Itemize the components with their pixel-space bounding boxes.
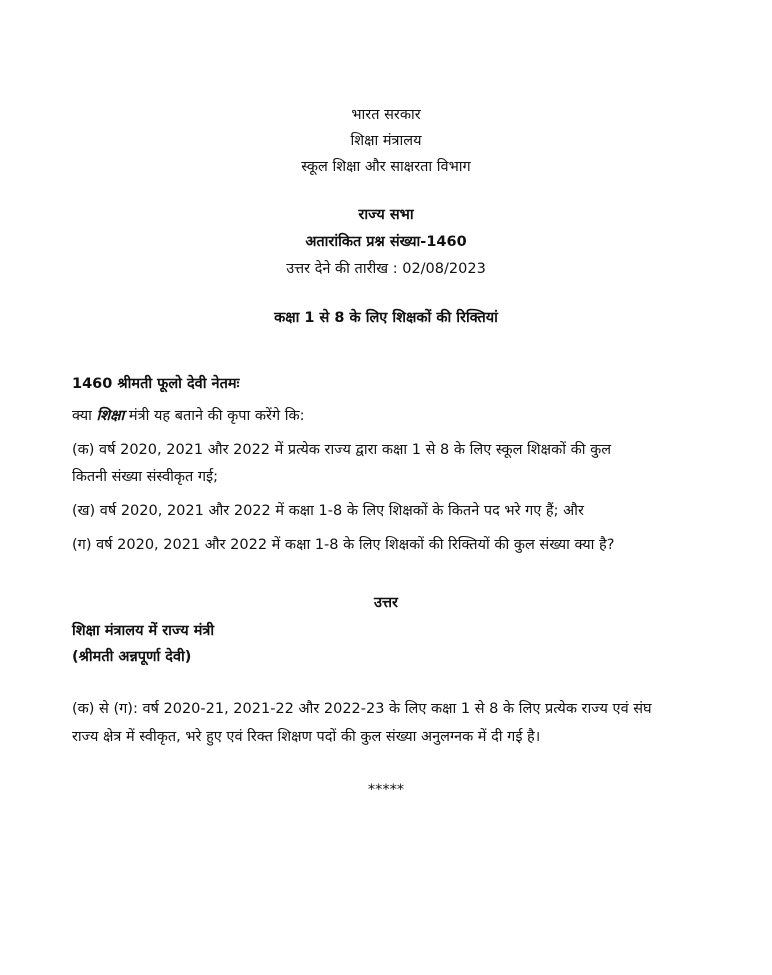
answer-line2: राज्य क्षेत्र में स्वीकृत, भरे हुए एवं रिक्त शिक्षण पदों की कुल संख्या अनुलग्नक में दी गई है। [72,729,541,745]
minister-name: (श्रीमती अन्नपूर्णा देवी) [72,649,192,665]
question-intro [72,405,305,425]
question-ka-line1: (क) वर्ष 2020, 2021 और 2022 में प्रत्येक राज्य द्वारा कक्षा 1 से 8 के लिए स्कूल शिक्षकों की कुल [72,442,612,458]
answer-date: उत्तर देने की तारीख : 02/08/2023 [286,261,486,277]
answer-heading: उत्तर [374,595,398,611]
header-ministry: शिक्षा मंत्रालय [350,133,422,149]
question-intro-suffix: मंत्री यह बताने की कृपा करेंगे कि: [124,408,305,424]
end-marker: ***** [367,782,405,798]
header-department: स्कूल शिक्षा और साक्षरता विभाग [301,159,471,175]
question-intro-emphasis: शिक्षा [96,408,125,424]
answer-line1: (क) से (ग): वर्ष 2020-21, 2021-22 और 2022-23 के लिए कक्षा 1 से 8 के लिए प्रत्येक राज्य एवं संघ [72,701,652,717]
question-ga: (ग) वर्ष 2020, 2021 और 2022 में कक्षा 1-8 के लिए शिक्षकों की रिक्तियों की कुल संख्या क्या है? [72,537,615,553]
question-number: अतारांकित प्रश्न संख्या-1460 [305,234,467,250]
question-intro-prefix: क्या [72,408,97,424]
minister-title: शिक्षा मंत्रालय में राज्य मंत्री [72,623,215,639]
question-ka-line2: कितनी संख्या संस्वीकृत गई; [72,469,219,485]
question-kha: (ख) वर्ष 2020, 2021 और 2022 में कक्षा 1-8 के लिए शिक्षकों के कितने पद भरे गए हैं; और [72,503,584,519]
header-government: भारत सरकार [351,107,421,123]
subject-title: कक्षा 1 से 8 के लिए शिक्षकों की रिक्तियां [274,310,498,326]
house-name: राज्य सभा [358,207,414,223]
questioner: 1460 श्रीमती फूलो देवी नेतमः [72,376,240,392]
